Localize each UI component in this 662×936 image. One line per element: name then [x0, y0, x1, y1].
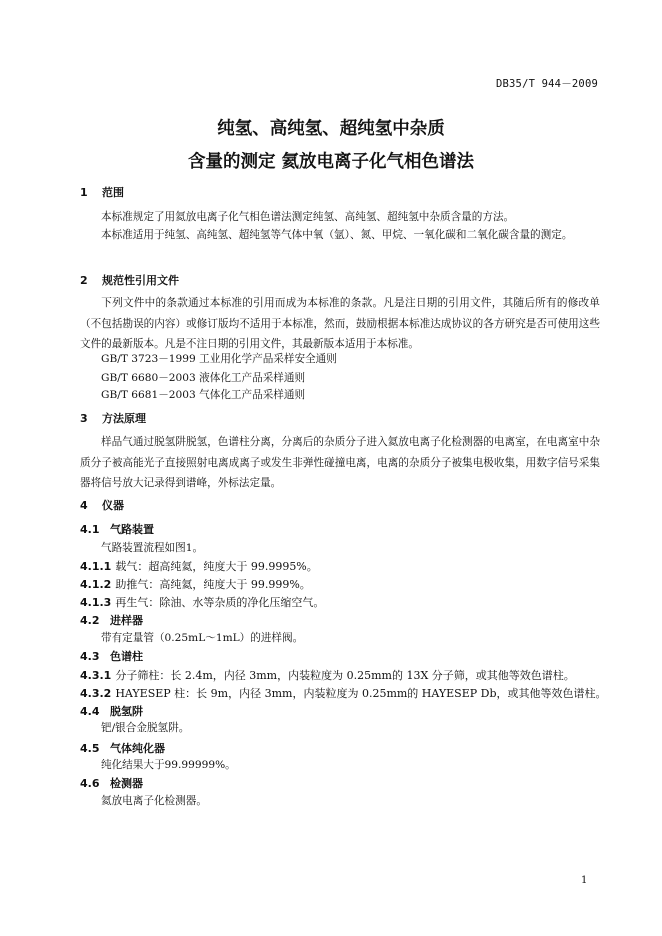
paragraph-text: 样品气通过脱氢阱脱氢，色谱柱分离，分离后的杂质分子进入氦放电离子化检测器的电离室，在电离室中杂质分子被高能光子直接照射电离成离子或发生非弹性碰撞电离，电离的杂质分子被集电极收集，用数字信号采集器将信号放大记录得到谱峰，外标法定量。	[80, 436, 600, 489]
section-title: 仪器	[102, 499, 124, 512]
item-number: 4.1.1	[80, 560, 112, 573]
item-4-1-3	[80, 594, 324, 610]
subsection-number: 4.1	[80, 523, 100, 536]
document-code: DB35/T 944－2009	[495, 78, 598, 90]
section-1-paragraph-2	[80, 225, 600, 246]
subsection-title: 检测器	[110, 777, 143, 790]
section-3-heading	[80, 410, 146, 426]
section-title: 方法原理	[102, 412, 146, 425]
item-4-1-1	[80, 558, 318, 574]
section-1-heading	[80, 184, 124, 200]
section-2-paragraph	[80, 293, 600, 355]
reference-item: GB/T 6681－2003 气体化工产品采样通则	[101, 389, 306, 401]
paragraph-text: 下列文件中的条款通过本标准的引用而成为本标准的条款。凡是注日期的引用文件，其随后所有的修改单（不包括勘误的内容）或修订版均不适用于本标准，然而，鼓励根据本标准达成协议的各方研究是否可使用这些文件的最新版本。凡是不注日期的引用文件，其最新版本适用于本标准。	[80, 297, 600, 350]
subsection-4-2-text: 带有定量管（0.25mL～1mL）的进样阀。	[101, 632, 304, 644]
item-text: 助推气：高纯氦，纯度大于 99.999%。	[115, 578, 311, 591]
subsection-number: 4.2	[80, 614, 100, 627]
paragraph-text: 本标准规定了用氦放电离子化气相色谱法测定纯氢、高纯氢、超纯氢中杂质含量的方法。	[101, 211, 515, 223]
page-number: 1	[581, 875, 588, 886]
subsection-4-3-heading	[80, 648, 143, 664]
subsection-4-1-heading	[80, 521, 154, 537]
section-number: 1	[80, 186, 88, 199]
item-text: 载气：超高纯氦，纯度大于 99.9995%。	[115, 560, 318, 573]
item-4-3-2	[80, 685, 607, 701]
subsection-title: 色谱柱	[110, 650, 143, 663]
subsection-title: 脱氢阱	[110, 705, 143, 718]
section-2-heading	[80, 272, 179, 288]
title-line-1: 纯氢、高纯氢、超纯氢中杂质	[217, 119, 445, 139]
subsection-4-5-text: 纯化结果大于99.99999%。	[101, 759, 236, 771]
title-line-2: 含量的测定 氦放电离子化气相色谱法	[187, 152, 475, 172]
item-number: 4.3.1	[80, 669, 112, 682]
subsection-4-4-text: 钯/银合金脱氢阱。	[101, 722, 190, 734]
subsection-title: 气体纯化器	[110, 742, 165, 755]
paragraph-text: 本标准适用于纯氢、高纯氢、超纯氢等气体中氧（氩）、氮、甲烷、一氧化碳和二氧化碳含量的测定。	[101, 229, 573, 241]
section-number: 2	[80, 274, 88, 287]
item-text: 分子筛柱：长 2.4m，内径 3mm，内装粒度为 0.25mm的 13X 分子筛，或其他等效色谱柱。	[115, 669, 575, 682]
subsection-number: 4.6	[80, 777, 100, 790]
item-number: 4.1.2	[80, 578, 112, 591]
subsection-title: 气路装置	[110, 523, 154, 536]
item-number: 4.3.2	[80, 687, 112, 700]
item-text: HAYESEP 柱：长 9m，内径 3mm，内装粒度为 0.25mm的 HAYESEP Db，或其他等效色谱柱。	[115, 687, 607, 700]
item-4-1-2	[80, 576, 311, 592]
subsection-number: 4.3	[80, 650, 100, 663]
reference-item: GB/T 3723－1999 工业用化学产品采样安全通则	[101, 353, 337, 365]
subsection-4-6-heading	[80, 775, 143, 791]
section-number: 3	[80, 412, 88, 425]
section-title: 规范性引用文件	[102, 274, 179, 287]
item-text: 再生气：除油、水等杂质的净化压缩空气。	[115, 596, 325, 609]
subsection-title: 进样器	[110, 614, 143, 627]
subsection-4-1-text: 气路装置流程如图1。	[101, 542, 204, 554]
section-number: 4	[80, 499, 88, 512]
subsection-number: 4.5	[80, 742, 100, 755]
subsection-4-4-heading	[80, 703, 143, 719]
item-4-3-1	[80, 667, 575, 683]
section-title: 范围	[102, 186, 124, 199]
subsection-number: 4.4	[80, 705, 100, 718]
section-3-paragraph	[80, 432, 600, 494]
reference-item: GB/T 6680－2003 液体化工产品采样通则	[101, 372, 306, 384]
subsection-4-6-text: 氦放电离子化检测器。	[101, 795, 207, 807]
subsection-4-5-heading	[80, 740, 165, 756]
subsection-4-2-heading	[80, 612, 143, 628]
item-number: 4.1.3	[80, 596, 112, 609]
section-4-heading	[80, 497, 124, 513]
